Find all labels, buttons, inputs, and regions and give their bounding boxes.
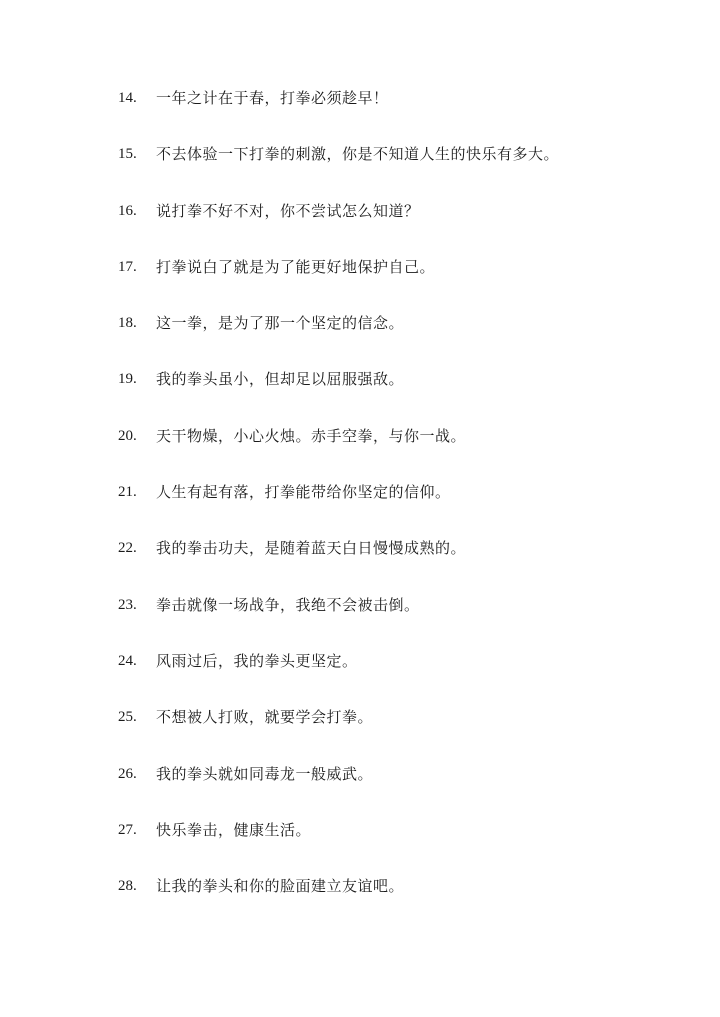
list-item (118, 649, 678, 705)
item-text: 这一拳，是为了那一个坚定的信念。 (156, 314, 405, 333)
item-number: 14. (118, 90, 137, 106)
list-item (118, 367, 678, 423)
item-text: 不想被人打败，就要学会打拳。 (156, 708, 374, 727)
item-number: 17. (118, 258, 137, 275)
item-number: 25. (118, 709, 137, 726)
list-item (118, 593, 678, 649)
item-text: 风雨过后，我的拳头更坚定。 (156, 651, 358, 670)
list-item (118, 311, 678, 367)
item-number: 27. (118, 821, 137, 838)
item-number: 21. (118, 484, 137, 501)
list-item (118, 874, 678, 930)
item-number: 26. (118, 765, 137, 782)
item-number: 22. (118, 540, 137, 557)
item-text: 说打拳不好不对，你不尝试怎么知道？ (156, 201, 420, 220)
list-item (118, 536, 678, 592)
list-item (118, 255, 678, 311)
item-number: 16. (118, 202, 137, 219)
item-number: 20. (118, 427, 137, 444)
item-text: 我的拳击功夫，是随着蓝天白日慢慢成熟的。 (156, 539, 467, 558)
list-item (118, 480, 678, 536)
item-number: 28. (118, 878, 137, 895)
item-text: 让我的拳头和你的脸面建立友谊吧。 (156, 877, 405, 896)
list-item (118, 199, 678, 255)
item-text: 我的拳头虽小，但却足以屈服强敌。 (156, 370, 405, 389)
item-text: 人生有起有落，打拳能带给你坚定的信仰。 (156, 483, 451, 502)
list-item (118, 762, 678, 818)
list-item (118, 424, 678, 480)
item-text: 我的拳头就如同毒龙一般威武。 (156, 764, 374, 783)
item-text: 一年之计在于春，打拳必须趁早！ (156, 89, 389, 107)
item-number: 15. (118, 146, 137, 163)
list-item (118, 705, 678, 761)
numbered-list (118, 86, 678, 930)
item-text: 打拳说白了就是为了能更好地保护自己。 (156, 257, 436, 276)
item-text: 天干物燥，小心火烛。赤手空拳，与你一战。 (156, 426, 467, 445)
list-item (118, 86, 678, 142)
item-text: 不去体验一下打拳的刺激，你是不知道人生的快乐有多大。 (156, 145, 560, 164)
list-item (118, 818, 678, 874)
item-text: 拳击就像一场战争，我绝不会被击倒。 (156, 595, 420, 614)
item-text: 快乐拳击，健康生活。 (156, 820, 312, 839)
list-item (118, 142, 678, 198)
item-number: 24. (118, 652, 137, 669)
item-number: 23. (118, 596, 137, 613)
item-number: 18. (118, 315, 137, 332)
item-number: 19. (118, 371, 137, 388)
